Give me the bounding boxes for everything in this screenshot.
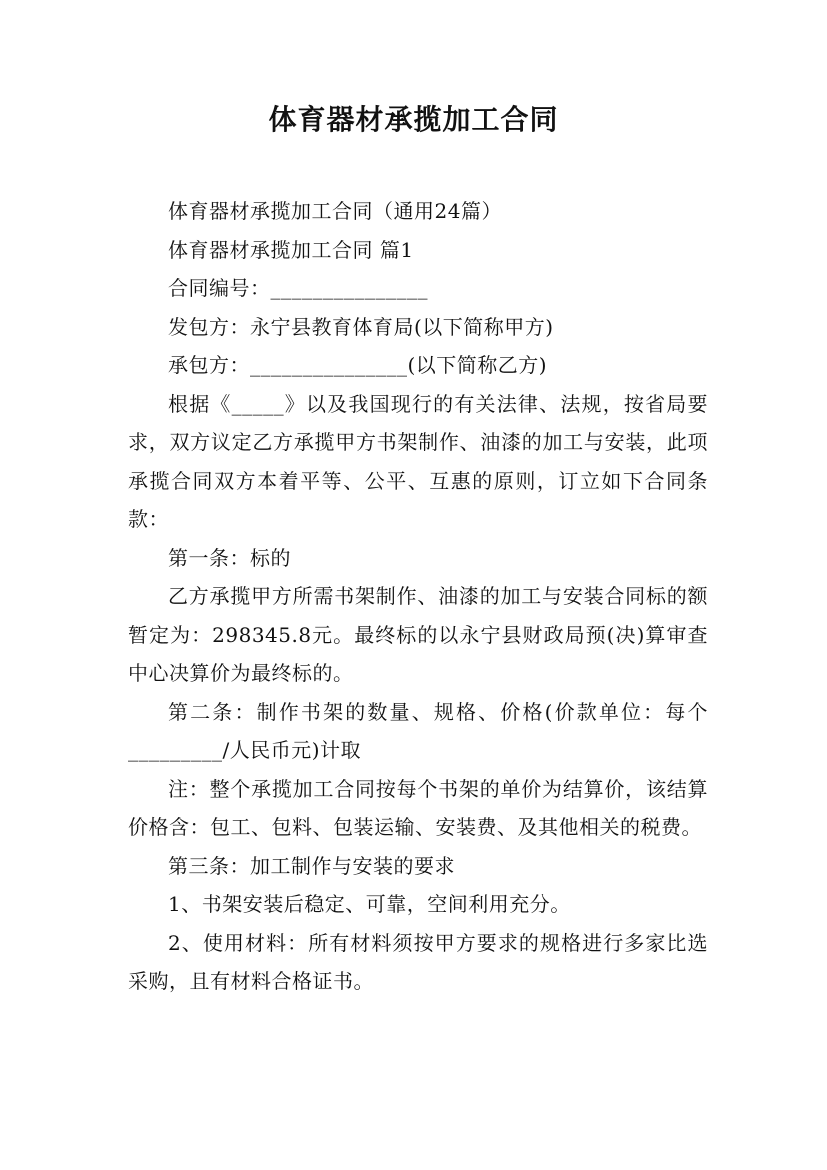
paragraph-requirement-2: 2、使用材料：所有材料须按甲方要求的规格进行多家比选采购，且有材料合格证书。: [128, 930, 708, 993]
paragraph-clause-2-heading: 第二条：制作书架的数量、规格、价格(价款单位：每个_________/人民币元)计取: [128, 699, 708, 762]
paragraph-party-b: 承包方：_______________(以下简称乙方): [168, 353, 548, 377]
document-title: 体育器材承揽加工合同: [268, 103, 559, 136]
paragraph-clause-1-body: 乙方承揽甲方所需书架制作、油漆的加工与安装合同标的额暂定为：298345.8元。最终标的以永宁县财政局预(决)算审查中心决算价为最终标的。: [128, 584, 708, 685]
paragraph-requirement-1: 1、书架安装后稳定、可靠，空间利用充分。: [168, 892, 571, 916]
paragraph-clause-3-heading: 第三条：加工制作与安装的要求: [168, 853, 455, 878]
document-body: [128, 192, 708, 1001]
paragraph-collection-title: 体育器材承揽加工合同（通用24篇）: [168, 199, 502, 223]
paragraph-contract-number: 合同编号：_______________: [168, 276, 428, 300]
paragraph-preamble: 根据《_____》以及我国现行的有关法律、法规，按省局要求，双方议定乙方承揽甲方书架制作、油漆的加工与安装，此项承揽合同双方本着平等、公平、互惠的原则，订立如下合同条款：: [128, 391, 708, 531]
paragraph-party-a: 发包方：永宁县教育体育局(以下简称甲方): [168, 314, 554, 339]
paragraph-clause-1-heading: 第一条：标的: [168, 545, 291, 570]
paragraph-note: 注：整个承揽加工合同按每个书架的单价为结算价，该结算价格含：包工、包料、包装运输、安装费、及其他相关的税费。: [128, 776, 708, 839]
paragraph-article-heading: 体育器材承揽加工合同 篇1: [168, 237, 414, 262]
